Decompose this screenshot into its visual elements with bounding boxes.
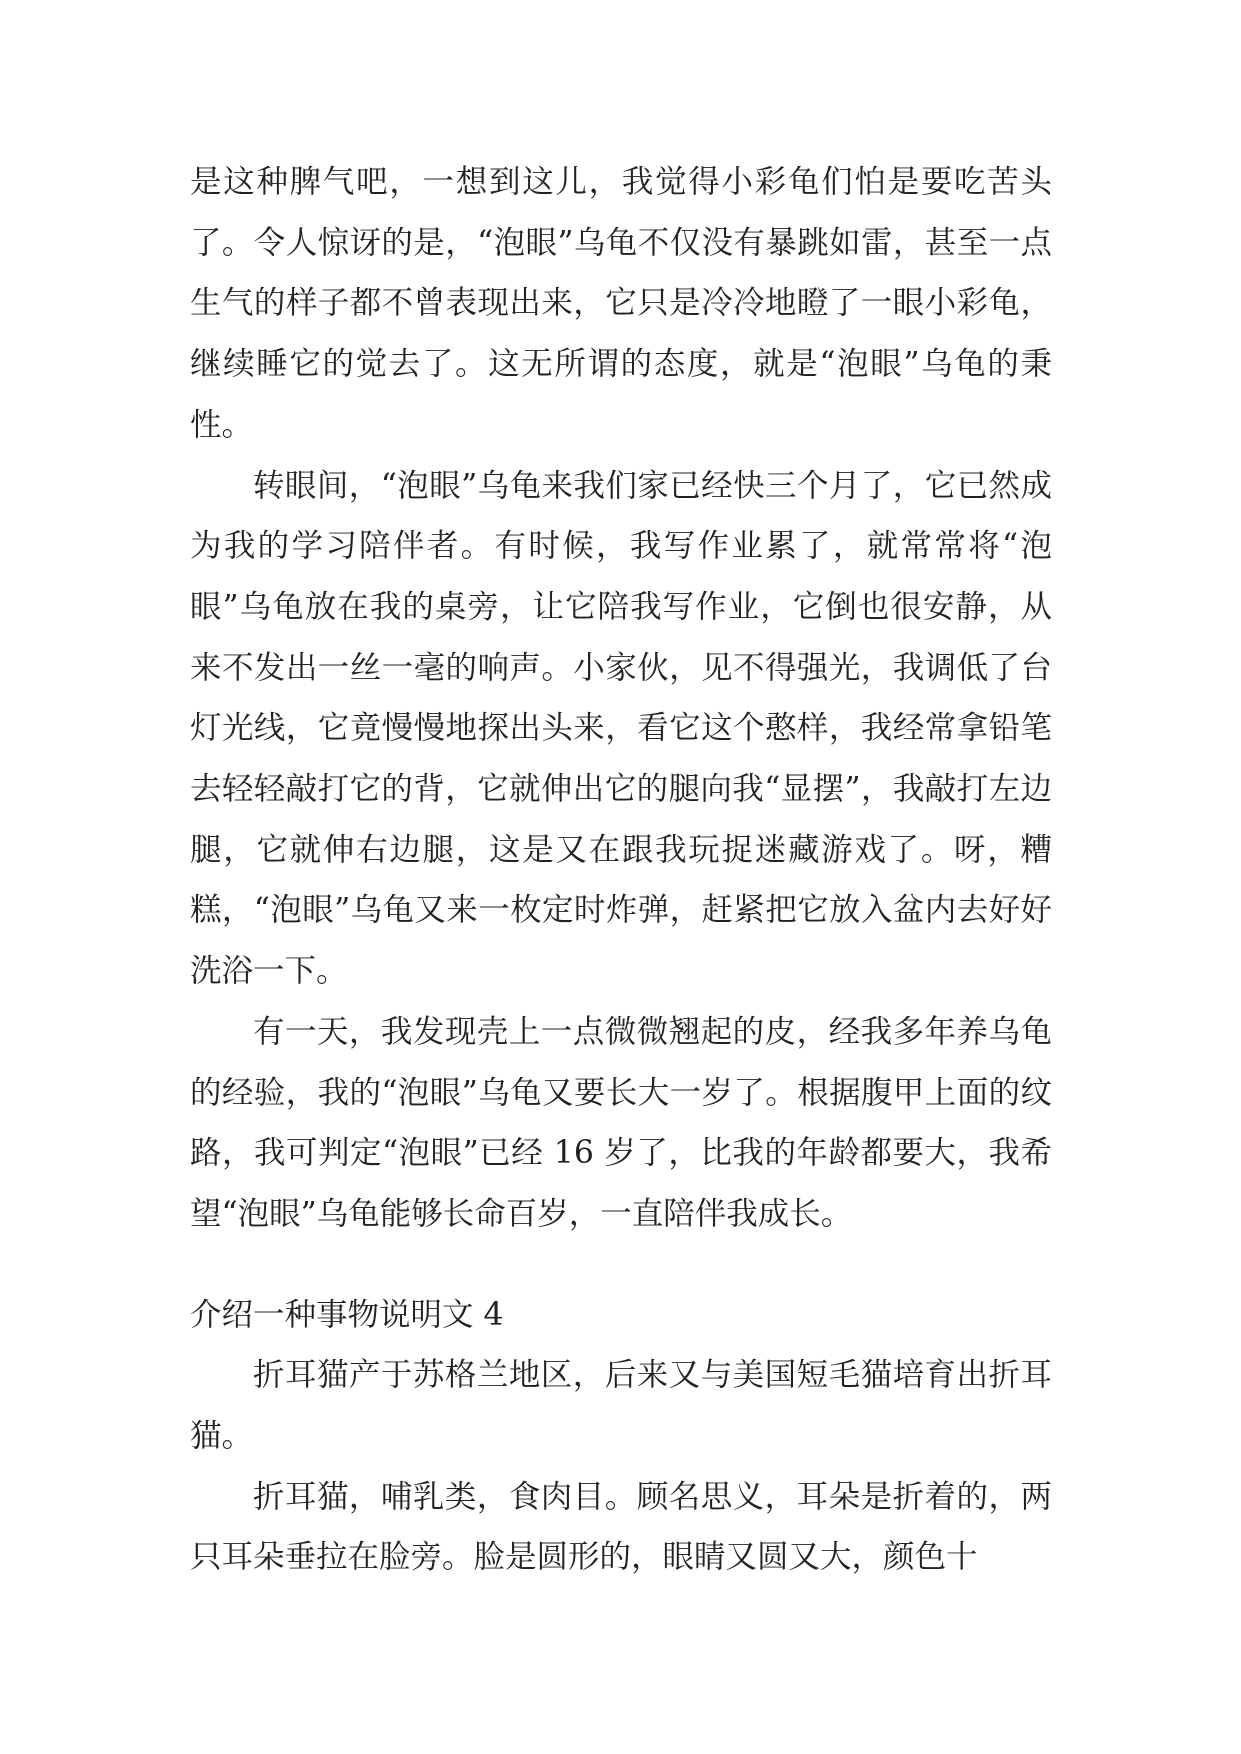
document-body	[190, 152, 1052, 1588]
paragraph-3: 有一天，我发现壳上一点微微翘起的皮，经我多年养乌龟的经验，我的“泡眼”乌龟又要长大一岁了。根据腹甲上面的纹路，我可判定“泡眼”已经 16 岁了，比我的年龄都要大，我希望“泡眼”乌龟能够长命百岁，一直陪伴我成长。	[190, 1013, 1052, 1232]
paragraph-1: 是这种脾气吧，一想到这儿，我觉得小彩龟们怕是要吃苦头了。令人惊讶的是，“泡眼”乌龟不仅没有暴跳如雷，甚至一点生气的样子都不曾表现出来，它只是冷冷地瞪了一眼小彩龟，继续睡它的觉去了。这无所谓的态度，就是“泡眼”乌龟的秉性。	[190, 164, 1052, 443]
section-heading: 介绍一种事物说明文 4	[190, 1296, 504, 1333]
paragraph-5: 折耳猫，哺乳类，食肉目。顾名思义，耳朵是折着的，两只耳朵垂拉在脸旁。脸是圆形的，眼睛又圆又大，颜色十	[190, 1478, 1052, 1576]
paragraph-2: 转眼间，“泡眼”乌龟来我们家已经快三个月了，它已然成为我的学习陪伴者。有时候，我写作业累了，就常常将“泡眼”乌龟放在我的桌旁，让它陪我写作业，它倒也很安静，从来不发出一丝一毫的响声。小家伙，见不得强光，我调低了台灯光线，它竟慢慢地探出头来，看它这个憨样，我经常拿铅笔去轻轻敲打它的背，它就伸出它的腿向我“显摆”，我敲打左边腿，它就伸右边腿，这是又在跟我玩捉迷藏游戏了。呀，糟糕，“泡眼”乌龟又来一枚定时炸弹，赶紧把它放入盆内去好好洗浴一下。	[190, 467, 1052, 990]
paragraph-4: 折耳猫产于苏格兰地区，后来又与美国短毛猫培育出折耳猫。	[190, 1357, 1052, 1455]
